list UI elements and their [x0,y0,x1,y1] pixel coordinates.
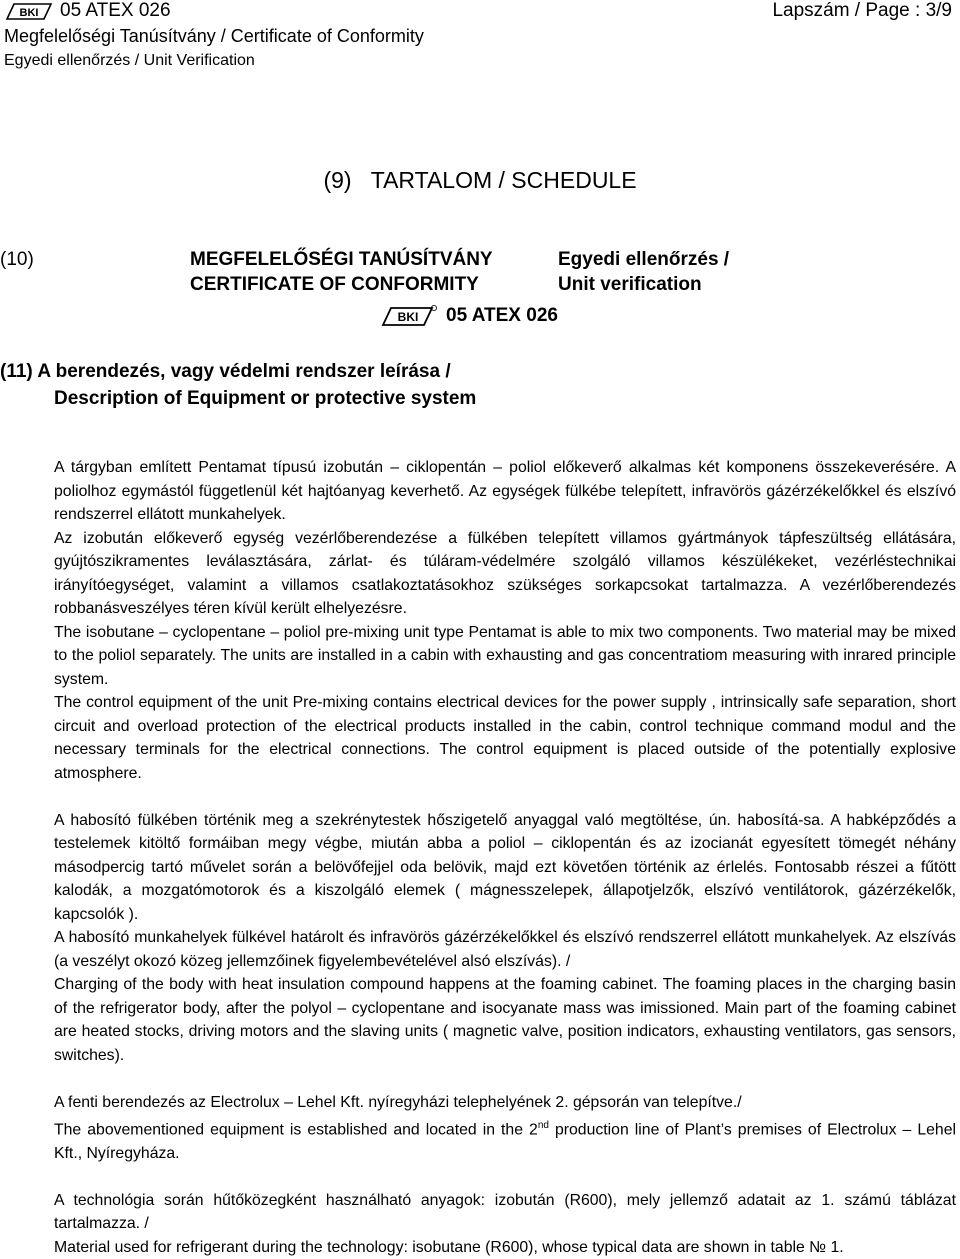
section-11 [0,358,476,412]
location-paragraph-en [54,1114,956,1165]
section-10-number: (10) [0,249,34,270]
location-text-before: The abovementioned equipment is established and located in the 2 [54,1121,538,1139]
header-row-3 [4,51,952,71]
header-row-1 [4,0,952,22]
location-text-after: production line of Plant’s premises of Electrolux – Lehel Kft., Nyíregyháza. [54,1121,956,1162]
bki-logo-text: BKI [19,7,39,19]
paragraph: A fenti berendezés az Electrolux – Lehel Kft. nyíregyházi telephelyének 2. gépsorán van telepítve./ [54,1093,742,1111]
materials-paragraph-hu: A technológia során hűtőközegként használható anyagok: izobután (R600), mely jellemző adatait az 1. számú táblázat tartalmazza. / [54,1191,956,1233]
bki-logo-text: BKI [397,310,419,324]
paragraph: A habosító munkahelyek fülkével határolt és infravörös gázérzékelőkkel és elszívó rendszerrel ellátott munkahelyek. Az elszívás (a veszélyt okozó közeg jellemzőinek figyelembevételével alsó elszívás). / [54,929,956,970]
verification-label: Egyedi ellenőrzés / Unit Verification [4,52,255,69]
spacer [54,785,956,809]
schedule-title [0,166,960,194]
header-row-2 [4,25,952,47]
ordinal-suffix: nd [537,1120,549,1131]
certificate-title: Megfelelőségi Tanúsítvány / Certificate of Conformity [4,26,424,46]
section-10-title-en: CERTIFICATE OF CONFORMITY [190,274,479,295]
bki-logo-icon [380,304,438,328]
header-left [4,0,171,22]
paragraph: Charging of the body with heat insulation compound happens at the foaming cabinet. The foaming places in the charging basin of the refrigerator body, after the polyol – cyclopentane and isocyanate mass was imissioned. Main part of the foaming cabinet are heated stocks, driving motors and the slaving units ( magnetic valve, position indicators, exhausting ventilators, gas sensors, switches). [54,976,956,1064]
header-cert-number: 05 ATEX 026 [60,0,171,21]
section-11-line-1 [0,358,476,385]
section-11-number: (11) [0,361,33,382]
section-10-cert [380,304,558,328]
section-10-title-hu: MEGFELELŐSÉGI TANÚSÍTVÁNY [190,249,493,270]
paragraph: The control equipment of the unit Pre-mixing contains electrical devices for the power supply , intrinsically safe separation, short circuit and overload protection of the electrical products installed in the cabin, control technique command modul and the necessary terminals for the electrical connections. The control equipment is placed outside of the potentially explosive atmosphere. [54,694,956,782]
paragraph: A tárgyban említett Pentamat típusú izobután – ciklopentán – poliol előkeverő alkalmas két komponens összekeverésére. A poliolhoz egymástól függetlenül két hajtóanyag keverhető. Az egységek fülkébe telepített, infravörös gázérzékelőkkel és elszívó rendszerrel ellátott munkahelyek. [54,459,956,523]
materials-paragraph-en: Material used for refrigerant during the technology: isobutane (R600), whose typical data are shown in table № 1. [54,1238,844,1256]
spacer [54,1165,956,1189]
section-10-verification-en: Unit verification [558,274,702,295]
schedule-number: (9) [323,167,352,193]
page-label: Lapszám / Page : 3/9 [772,0,952,21]
schedule-title-text: TARTALOM / SCHEDULE [370,167,637,193]
description-body [54,456,956,1259]
paragraph: The isobutane – cyclopentane – poliol pre-mixing unit type Pentamat is able to mix two components. Two material may be mixed to the poliol separately. The units are installed in a cabin with exhausting and gas concentratiom measuring with inrared principle system. [54,623,956,688]
section-10-cert-number: 05 ATEX 026 [446,305,558,326]
paragraph: A habosító fülkében történik meg a szekrénytestek hőszigetelő anyaggal való megtöltése, ún. habosítá-sa. A habképződés a testelemek kitöltő formáiban megy végbe, miután abba a poliol – ciklopentán és az izocianát egyesített tömegét néhány másodpercig tartó művelet során a belövőfejjel oda belövik, majd ezt követően történik az érlelés. Fontosabb részei a fűtött kalodák, a mozgatómotorok és a kiszolgáló elemek ( mágnesszelepek, állapotjelzők, elszívó ventilátorok, gázérzékelők, kapcsolók ). [54,811,956,923]
bki-logo-icon [4,1,54,21]
section-11-title-hu: A berendezés, vagy védelmi rendszer leírása / [37,361,451,382]
section-11-title-en: Description of Equipment or protective system [54,388,477,409]
spacer [54,1067,956,1091]
paragraph: Az izobután előkeverő egység vezérlőberendezése a fülkében telepített villamos gyártmányok tápfeszültség ellátására, gyújtószikramentes leválasztására, zárlat- és túláram-védelmére szolgáló villamos készülékeket, vezérléstechnikai irányítóegységet, valamint a villamos csatlakoztatásokhoz szükséges sorkapcsokat tartalmazza. A vezérlőberendezés robbanásveszélyes téren kívül került elhelyezésre. [54,529,956,617]
section-10-verification-hu: Egyedi ellenőrzés / [558,249,730,270]
